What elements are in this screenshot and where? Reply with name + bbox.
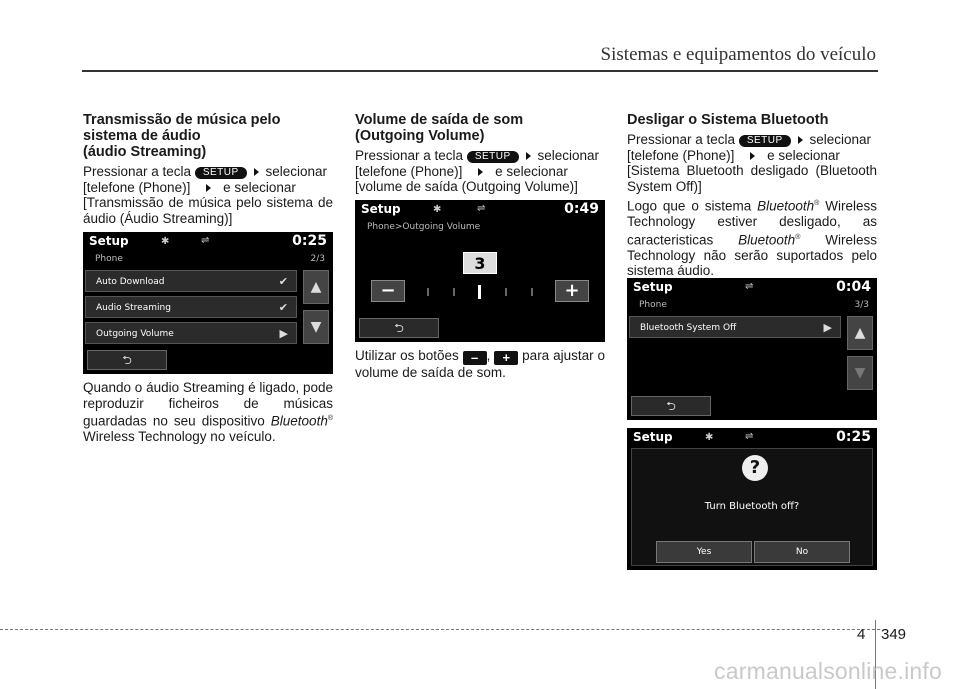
scroll-down-button[interactable]: ▼ xyxy=(847,356,873,390)
note-outgoing-volume: Utilizar os botões – , + para ajustar o volume de saída de som. xyxy=(355,348,605,380)
screen-time: 0:49 xyxy=(564,201,599,217)
volume-plus-button[interactable]: + xyxy=(555,280,589,302)
back-button[interactable]: ⮌ xyxy=(631,396,711,416)
back-button[interactable]: ⮌ xyxy=(87,350,167,370)
arrow-right-icon xyxy=(254,168,259,176)
header-rule xyxy=(82,70,878,72)
check-icon: ✔ xyxy=(278,301,288,314)
plus-key-icon: + xyxy=(494,351,518,365)
page-number: 349 xyxy=(881,626,907,643)
menu-item-outgoing-volume[interactable]: Outgoing Volume ▶ xyxy=(85,322,297,344)
section-audio-streaming xyxy=(83,112,333,228)
minus-key-icon: – xyxy=(463,351,487,365)
screen-title: Setup xyxy=(633,430,673,444)
menu-item-bluetooth-system-off[interactable]: Bluetooth System Off ▶ xyxy=(629,316,841,338)
header-title: Sistemas e equipamentos do veículo xyxy=(600,44,876,65)
section-outgoing-volume xyxy=(355,112,605,197)
volume-tick xyxy=(427,288,429,296)
bluetooth-icon: ✱ xyxy=(705,432,714,443)
screen-audio-streaming xyxy=(83,232,333,374)
volume-tick-current xyxy=(478,285,481,299)
confirm-dialog xyxy=(631,448,873,566)
footer-rule xyxy=(0,629,880,630)
arrow-right-icon xyxy=(798,136,803,144)
screen-title: Setup xyxy=(361,202,401,216)
setup-key-icon: SETUP xyxy=(467,151,519,163)
screen-turn-bluetooth-off xyxy=(627,428,877,570)
bluetooth-icon: ✱ xyxy=(433,204,442,215)
no-button[interactable]: No xyxy=(754,541,850,563)
screen-title: Setup xyxy=(89,234,129,248)
play-icon: ▶ xyxy=(823,321,832,334)
volume-tick xyxy=(453,288,455,296)
usb-icon: ⇌ xyxy=(745,281,754,292)
arrow-right-icon xyxy=(206,184,211,192)
note-text: Logo que o sistema Bluetooth® Wireless Technology estiver desligado, as caracteristicas Bluetooth® Wireless Technology não serão suportados pelo sistema áudio. xyxy=(627,198,877,278)
check-icon: ✔ xyxy=(278,275,288,288)
screen-page: 3/3 xyxy=(854,300,869,310)
scroll-up-button[interactable]: ▲ xyxy=(303,270,329,304)
section-heading: Transmissão de música pelo sistema de áudio (áudio Streaming) xyxy=(83,112,281,160)
volume-minus-button[interactable]: − xyxy=(371,280,405,302)
yes-button[interactable]: Yes xyxy=(656,541,752,563)
section-heading: Volume de saída de som (Outgoing Volume) xyxy=(355,112,524,144)
volume-tick xyxy=(505,288,507,296)
note-audio-streaming: Quando o áudio Streaming é ligado, pode reproduzir ficheiros de músicas guardadas no seu dispositivo Bluetooth® Wireless Technology no veículo. xyxy=(83,380,333,444)
setup-key-icon: SETUP xyxy=(195,167,247,179)
watermark: carmanualsonline.info xyxy=(714,658,942,684)
arrow-right-icon xyxy=(478,168,483,176)
setup-key-icon: SETUP xyxy=(739,135,791,147)
usb-icon: ⇌ xyxy=(477,203,486,214)
screen-time: 0:25 xyxy=(836,429,871,445)
scroll-up-button[interactable]: ▲ xyxy=(847,316,873,350)
screen-page: 2/3 xyxy=(310,254,325,264)
screen-subtitle: Phone xyxy=(95,254,123,264)
section-heading: Desligar o Sistema Bluetooth xyxy=(627,112,829,128)
section-bluetooth-off xyxy=(627,112,877,281)
instruction-text: Pressionar a tecla SETUP selecionar [telefone (Phone)] e selecionar [Sistema Bluetooth desligado (Bluetooth System Off)] xyxy=(627,132,877,194)
usb-icon: ⇌ xyxy=(745,431,754,442)
volume-tick xyxy=(531,288,533,296)
screen-subtitle: Phone xyxy=(639,300,667,310)
screen-outgoing-volume xyxy=(355,200,605,342)
volume-level: 3 xyxy=(463,252,497,274)
arrow-right-icon xyxy=(750,152,755,160)
screen-subtitle: Phone>Outgoing Volume xyxy=(367,222,481,232)
question-icon: ? xyxy=(742,455,768,481)
instruction-text: Pressionar a tecla SETUP selecionar [telefone (Phone)] e selecionar [volume de saída (Outgoing Volume)] xyxy=(355,148,599,194)
back-button[interactable]: ⮌ xyxy=(359,318,439,338)
dialog-question: Turn Bluetooth off? xyxy=(704,501,800,512)
screen-bluetooth-system-off xyxy=(627,278,877,420)
instruction-text: Pressionar a tecla SETUP selecionar [telefone (Phone)] e selecionar [Transmissão de música pelo sistema de áudio (Áudio Streaming)] xyxy=(83,164,333,226)
arrow-right-icon xyxy=(526,152,531,160)
section-number: 4 xyxy=(857,626,866,643)
screen-title: Setup xyxy=(633,280,673,294)
screen-time: 0:04 xyxy=(836,279,871,295)
menu-item-audio-streaming[interactable]: Audio Streaming ✔ xyxy=(85,296,297,318)
screen-time: 0:25 xyxy=(292,233,327,249)
scroll-down-button[interactable]: ▼ xyxy=(303,310,329,344)
bluetooth-icon: ✱ xyxy=(161,236,170,247)
usb-icon: ⇌ xyxy=(201,235,210,246)
menu-item-auto-download[interactable]: Auto Download ✔ xyxy=(85,270,297,292)
play-icon: ▶ xyxy=(279,327,288,340)
